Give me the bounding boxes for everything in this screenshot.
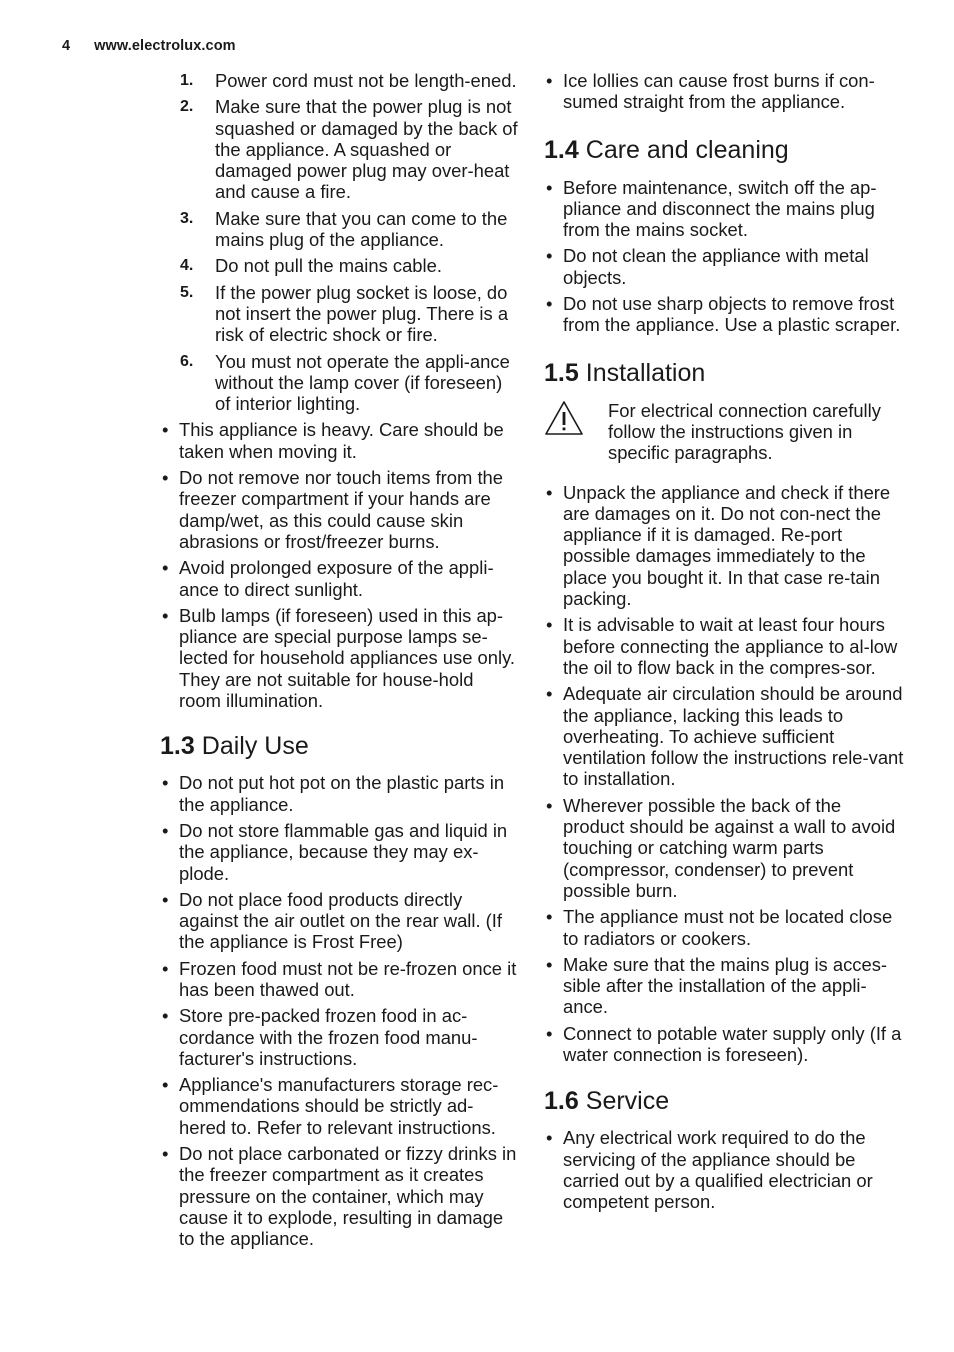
warning-note [544,400,904,464]
item-text: You must not operate the appli-ance without the lamp cover (if foreseen) of interior lighting. [215,350,510,415]
item-number: 3. [180,209,194,227]
care-list [544,177,904,336]
bullet-icon: • [546,176,553,198]
bullet-text: This appliance is heavy. Care should be taken when moving it. [179,419,504,462]
item-text: Power cord must not be length-ened. [215,70,517,91]
bullet-text: Frozen food must not be re-frozen once it has been thawed out. [179,957,517,1000]
section-title: Service [585,1087,670,1116]
page-number: 4 [62,38,71,54]
numbered-item [160,255,520,276]
bullet-list [544,70,904,113]
bullet-text: Wherever possible the back of the product should be against a wall to avoid touching or catching warm parts (compressor, condenser) to prevent possible burn. [563,794,896,901]
bullet-text: Avoid prolonged exposure of the appli-ance to direct sunlight. [179,557,494,600]
section-title: Care and cleaning [585,135,789,164]
bullet-item [544,954,904,1018]
bullet-item [544,1127,904,1212]
bullet-text: Bulb lamps (if foreseen) used in this ap-pliance are special purpose lamps se-lected for household appliances use only. They are not suitable for house-hold room illumination. [179,604,516,712]
left-column [160,70,520,1255]
numbered-item [160,96,520,202]
section-heading-service [544,1086,904,1116]
item-text: Make sure that you can come to the mains plug of the appliance. [215,207,508,251]
bullet-text: The appliance must not be located close to radiators or cookers. [563,906,893,949]
daily-use-list [160,772,520,1249]
bullet-icon: • [546,245,553,267]
section-number: 1.3 [160,732,195,761]
bullet-text: Make sure that the mains plug is acces-sible after the installation of the appli-ance. [563,953,888,1018]
bullet-item [544,683,904,789]
right-column [544,70,904,1217]
bullet-icon: • [162,772,169,794]
numbered-list [160,70,520,414]
item-text: If the power plug socket is loose, do not insert the power plug. There is a risk of electric shock or fire. [215,281,509,346]
warning-icon [544,400,584,436]
service-list [544,1127,904,1212]
bullet-icon: • [162,604,169,626]
site-url: www.electrolux.com [94,38,236,54]
bullet-text: Do not remove nor touch items from the freezer compartment if your hands are damp/wet, as this could cause skin abrasions or frost/freezer burns. [179,467,504,552]
bullet-item [544,177,904,241]
warning-text: For electrical connection carefully follow the instructions given in specific paragraphs. [608,399,881,464]
item-number: 5. [180,283,194,301]
bullet-icon: • [162,888,169,910]
bullet-item [160,605,520,711]
bullet-icon: • [162,819,169,841]
numbered-item [160,208,520,251]
bullet-item [544,293,904,336]
section-heading-installation [544,358,904,388]
bullet-icon: • [546,953,553,975]
page-header [62,38,236,54]
bullet-list [160,419,520,711]
bullet-item [160,467,520,552]
section-number: 1.4 [544,135,579,164]
section-title: Daily Use [201,732,309,761]
bullet-item [544,614,904,678]
section-number: 1.6 [544,1087,579,1116]
bullet-item [160,419,520,462]
bullet-text: Do not place carbonated or fizzy drinks in the freezer compartment as it creates pressure on the container, which may cause it to explode, resulting in damage to the appliance. [179,1143,517,1250]
bullet-icon: • [546,1022,553,1044]
bullet-icon: • [162,1005,169,1027]
bullet-item [544,1023,904,1066]
bullet-text: Unpack the appliance and check if there are damages on it. Do not con-nect the appliance if it is damaged. Re-port possible damages immediately to the place you bought it. In that case re-tain packing. [563,481,891,610]
bullet-item [544,245,904,288]
section-heading-daily-use [160,731,520,761]
bullet-text: Do not use sharp objects to remove frost from the appliance. Use a plastic scraper. [563,293,901,336]
bullet-text: Connect to potable water supply only (If a water connection is foreseen). [563,1022,902,1065]
numbered-item [160,70,520,91]
section-number: 1.5 [544,358,579,387]
bullet-item [160,772,520,815]
numbered-item [160,282,520,346]
bullet-text: Before maintenance, switch off the ap-pliance and disconnect the mains plug from the mains socket. [563,176,877,241]
bullet-icon: • [546,70,553,91]
item-text: Make sure that the power plug is not squashed or damaged by the back of the appliance. A squashed or damaged power plug may over-heat and cause a fire. [215,96,518,203]
bullet-text: Appliance's manufacturers storage rec-ommendations should be strictly ad-hered to. Refer to relevant instructions. [179,1074,499,1138]
section-title: Installation [585,358,706,387]
item-text: Do not pull the mains cable. [215,255,442,277]
bullet-icon: • [546,481,553,503]
bullet-item [160,958,520,1001]
bullet-item [544,906,904,949]
numbered-item [160,351,520,415]
bullet-text: Do not store flammable gas and liquid in the appliance, because they may ex-plode. [179,819,508,884]
bullet-icon: • [162,1074,169,1096]
item-number: 1. [180,72,194,89]
bullet-icon: • [162,467,169,489]
bullet-item [160,889,520,953]
installation-list [544,482,904,1066]
bullet-icon: • [546,683,553,705]
bullet-text: Any electrical work required to do the servicing of the appliance should be carried out by a qualified electrician or competent person. [563,1127,873,1213]
bullet-icon: • [546,794,553,816]
bullet-item [160,1005,520,1069]
item-number: 2. [180,98,194,116]
bullet-text: Do not clean the appliance with metal objects. [563,245,869,288]
bullet-item [544,70,904,113]
section-heading-care [544,135,904,165]
bullet-icon: • [162,419,169,441]
item-number: 4. [180,257,194,275]
bullet-item [544,482,904,610]
bullet-item [160,820,520,884]
bullet-icon: • [162,557,169,579]
bullet-icon: • [546,1127,553,1149]
bullet-icon: • [546,614,553,636]
bullet-text: It is advisable to wait at least four hours before connecting the appliance to al-low the oil to flow back in the compres-sor. [563,614,898,678]
bullet-item [544,795,904,901]
bullet-icon: • [162,1143,169,1165]
bullet-icon: • [546,906,553,928]
bullet-text: Do not place food products directly against the air outlet on the rear wall. (If the appliance is Frost Free) [179,888,503,953]
bullet-item [160,557,520,600]
bullet-text: Ice lollies can cause frost burns if con-sumed straight from the appliance. [563,70,875,113]
bullet-icon: • [162,957,169,979]
item-number: 6. [180,352,194,370]
bullet-text: Do not put hot pot on the plastic parts in the appliance. [179,772,505,815]
bullet-item [160,1074,520,1138]
bullet-item [160,1143,520,1249]
bullet-icon: • [546,293,553,315]
bullet-text: Adequate air circulation should be around the appliance, lacking this leads to overheating. To achieve sufficient ventilation follow the instructions rele-vant to installation. [563,683,904,790]
bullet-text: Store pre-packed frozen food in ac-cordance with the frozen food manu-facturer's instructions. [179,1005,478,1069]
